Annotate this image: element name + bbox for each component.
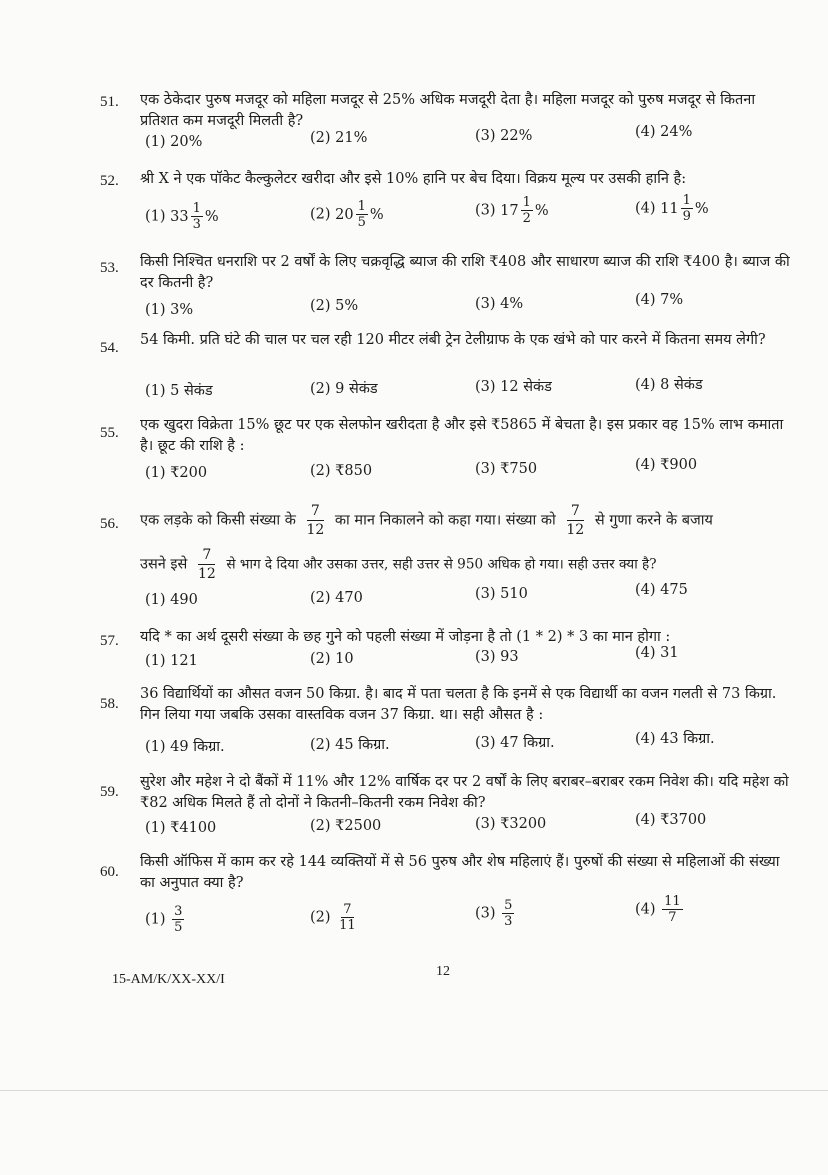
question-text: एक खुदरा विक्रेता 15% छूट पर एक सेलफोन खरीदता है और इसे ₹5865 में बेचता है। इस प्रकार वह 15% लाभ कमाता है। छूट की राशि है : xyxy=(140,417,784,454)
fraction-denominator: 2 xyxy=(522,211,531,226)
option-4: (4) 7% xyxy=(635,292,684,308)
percent-sign: % xyxy=(694,200,709,217)
question-text: श्री X ने एक पॉकेट कैल्कुलेटर खरीदा और इसे 10% हानि पर बेच दिया। विक्रय मूल्य पर उसकी हानि है: xyxy=(140,171,687,187)
option-1: (1) 3% xyxy=(145,302,194,318)
option-label: (3) xyxy=(475,202,496,219)
option-3: (3) 12 सेकंड xyxy=(475,379,552,395)
option-label: (4) xyxy=(635,200,656,217)
fraction-numerator: 7 xyxy=(307,502,324,521)
option-label: (3) xyxy=(475,905,496,922)
fraction-7-12 xyxy=(306,502,324,539)
fraction-numerator: 5 xyxy=(504,898,513,913)
question-line-1 xyxy=(140,502,800,539)
option-2: (2) ₹2500 xyxy=(310,818,382,834)
page-number: 12 xyxy=(436,964,450,979)
option-1: (1) 490 xyxy=(145,592,198,608)
option-1: (1) ₹200 xyxy=(145,465,208,481)
question-number: 57. xyxy=(100,633,119,649)
question-number: 60. xyxy=(100,864,119,880)
question-text: एक ठेकेदार पुरुष मजदूर को महिला मजदूर से 25% अधिक मजदूरी देता है। महिला मजदूर को पुरुष मजदूर से कितना प्रतिशत कम मजदूरी मिलती है? xyxy=(140,92,756,129)
question-number: 54. xyxy=(100,340,119,356)
fraction-numerator: 7 xyxy=(567,502,584,521)
option-4: (4) 475 xyxy=(635,582,688,598)
fraction-denominator: 3 xyxy=(192,217,201,232)
option-2: (2) 470 xyxy=(310,590,363,606)
option-1: (1) 5 सेकंड xyxy=(145,383,213,399)
option-1: (1) 49 किग्रा. xyxy=(145,739,225,755)
question-number: 55. xyxy=(100,425,119,441)
option-1: (1) ₹4100 xyxy=(145,820,217,836)
paper-code: 15-AM/K/XX-XX/I xyxy=(112,972,225,987)
option-2: (2) ₹850 xyxy=(310,463,373,479)
question-text-part: से गुणा करने के बजाय xyxy=(594,512,713,529)
question-number: 56. xyxy=(100,516,119,532)
option-4 xyxy=(635,894,685,925)
percent-sign: % xyxy=(534,202,549,219)
percent-sign: % xyxy=(204,208,219,225)
percent-sign: % xyxy=(369,206,384,223)
scan-edge-line xyxy=(0,1090,828,1091)
option-3: (3) 47 किग्रा. xyxy=(475,735,555,751)
fraction-denominator: 12 xyxy=(306,522,325,538)
option-label: (2) xyxy=(310,206,331,223)
option-3: (3) 22% xyxy=(475,128,533,144)
option-label: (1) xyxy=(145,208,166,225)
option-4: (4) 43 किग्रा. xyxy=(635,731,715,747)
question-line-2 xyxy=(140,546,800,583)
option-3: (3) 4% xyxy=(475,296,524,312)
fraction-denominator: 5 xyxy=(174,920,183,935)
option-4: (4) ₹900 xyxy=(635,457,698,473)
fraction-7-12 xyxy=(198,546,216,583)
option-3 xyxy=(475,898,516,929)
mixed-whole: 33 xyxy=(170,208,189,225)
fraction-numerator: 7 xyxy=(343,902,352,917)
option-2: (2) 5% xyxy=(310,298,359,314)
question-number: 51. xyxy=(100,94,119,110)
option-2: (2) 10 xyxy=(310,651,354,667)
question-text-part: से भाग दे दिया और उसका उत्तर, सही उत्तर से 950 अधिक हो गया। सही उत्तर क्या है? xyxy=(226,556,657,573)
question-number: 52. xyxy=(100,173,119,189)
option-3: (3) ₹750 xyxy=(475,461,538,477)
question-number: 53. xyxy=(100,260,119,276)
fraction-denominator: 12 xyxy=(197,566,216,582)
fraction-denominator: 9 xyxy=(682,209,691,224)
option-1 xyxy=(145,904,186,935)
option-4: (4) 31 xyxy=(635,645,679,661)
option-2: (2) 21% xyxy=(310,130,368,146)
question-text: 36 विद्यार्थियों का औसत वजन 50 किग्रा. है। बाद में पता चलता है कि इनमें से एक विद्यार्थी का वजन गलती से 73 किग्रा. गिन लिया गया जबकि उसका वास्तविक वजन 37 किग्रा. था। सही औसत है : xyxy=(140,686,777,723)
fraction-7-12 xyxy=(566,502,584,539)
question-text-part: उसने इसे xyxy=(140,556,188,573)
fraction-numerator: 3 xyxy=(174,904,183,919)
fraction-denominator: 12 xyxy=(566,522,585,538)
fraction-numerator: 7 xyxy=(198,546,215,565)
option-4: (4) 24% xyxy=(635,124,693,140)
option-3: (3) 93 xyxy=(475,649,519,665)
mixed-whole: 20 xyxy=(335,206,354,223)
option-1 xyxy=(145,201,219,232)
option-2 xyxy=(310,902,360,933)
mixed-whole: 17 xyxy=(500,202,519,219)
mixed-whole: 11 xyxy=(660,200,679,217)
question-text: 54 किमी. प्रति घंटे की चाल पर चल रही 120 मीटर लंबी ट्रेन टेलीग्राफ के एक खंभे को पार करने में कितना समय लेगी? xyxy=(140,332,766,348)
option-4: (4) ₹3700 xyxy=(635,812,707,828)
fraction-numerator: 1 xyxy=(357,199,366,214)
fraction-denominator: 11 xyxy=(339,918,356,933)
fraction-numerator: 1 xyxy=(682,193,691,208)
question-text-part: का मान निकालने को कहा गया। संख्या को xyxy=(334,512,556,529)
option-4 xyxy=(635,193,709,224)
option-2: (2) 45 किग्रा. xyxy=(310,737,390,753)
option-label: (1) xyxy=(145,911,166,928)
option-3 xyxy=(475,195,549,226)
fraction-numerator: 11 xyxy=(664,894,681,909)
option-1: (1) 121 xyxy=(145,653,198,669)
option-4: (4) 8 सेकंड xyxy=(635,377,703,393)
option-2: (2) 9 सेकंड xyxy=(310,381,378,397)
option-1: (1) 20% xyxy=(145,134,203,150)
fraction-denominator: 5 xyxy=(357,215,366,230)
option-label: (2) xyxy=(310,909,331,926)
option-3: (3) ₹3200 xyxy=(475,816,547,832)
fraction-numerator: 1 xyxy=(192,201,201,216)
question-number: 58. xyxy=(100,696,119,712)
fraction-denominator: 3 xyxy=(504,914,513,929)
fraction-numerator: 1 xyxy=(522,195,531,210)
fraction-denominator: 7 xyxy=(668,910,677,925)
question-text: यदि * का अर्थ दूसरी संख्या के छह गुने को पहली संख्या में जोड़ना है तो (1 * 2) * 3 का मान होगा : xyxy=(140,629,671,645)
question-text: सुरेश और महेश ने दो बैंकों में 11% और 12% वार्षिक दर पर 2 वर्षों के लिए बराबर–बराबर रकम निवेश की। यदि महेश को ₹82 अधिक मिलते हैं तो दोनों ने कितनी–कितनी रकम निवेश की? xyxy=(140,774,789,811)
question-number: 59. xyxy=(100,784,119,800)
option-label: (4) xyxy=(635,901,656,918)
option-3: (3) 510 xyxy=(475,586,528,602)
question-text-part: एक लड़के को किसी संख्या के xyxy=(140,512,296,529)
option-2 xyxy=(310,199,384,230)
question-text: किसी ऑफिस में काम कर रहे 144 व्यक्तियों में से 56 पुरुष और शेष महिलाएं हैं। पुरुषों की संख्या से महिलाओं की संख्या का अनुपात क्या है? xyxy=(140,854,780,891)
question-text: किसी निश्चित धनराशि पर 2 वर्षों के लिए चक्रवृद्धि ब्याज की राशि ₹408 और साधारण ब्याज की राशि ₹400 है। ब्याज की दर कितनी है? xyxy=(140,254,790,291)
